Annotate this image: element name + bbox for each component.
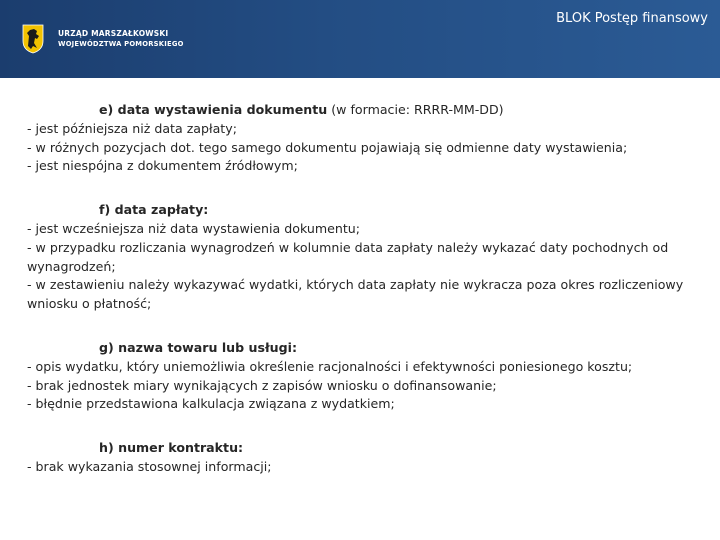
section-heading-bold: h) numer kontraktu:: [99, 440, 244, 456]
list-item: - błędnie przedstawiona kalkulacja związana z wydatkiem;: [27, 396, 395, 412]
section-heading: [27, 439, 697, 458]
header-bar: [0, 0, 720, 78]
list-item: - w przypadku rozliczania wynagrodzeń w kolumnie data zapłaty należy wykazać daty pochodnych od wynagrodzeń;: [27, 239, 669, 274]
section-contract-number: [27, 439, 697, 477]
block-title: BLOK Postęp finansowy: [556, 11, 708, 26]
list-item: - jest niespójna z dokumentem źródłowym;: [27, 158, 298, 174]
section-heading-bold: e) data wystawienia dokumentu: [99, 102, 328, 117]
list-item: - w zestawieniu należy wykazywać wydatki, których data zapłaty nie wykracza poza okres rozliczeniowy wniosku o płatność;: [27, 277, 684, 312]
org-name-line1: URZĄD MARSZAŁKOWSKI: [58, 29, 169, 38]
list-item: - jest wcześniejsza niż data wystawienia dokumentu;: [27, 220, 360, 236]
section-issue-date: [27, 101, 697, 176]
griffin-coat-of-arms-icon: [22, 24, 44, 54]
section-heading-bold: f) data zapłaty:: [99, 202, 209, 218]
content-body: [27, 101, 697, 502]
list-item: - opis wydatku, który uniemożliwia określenie racjonalności i efektywności poniesionego kosztu;: [27, 358, 633, 374]
section-heading: [27, 339, 697, 358]
list-item: - w różnych pozycjach dot. tego samego dokumentu pojawiają się odmienne daty wystawienia;: [27, 139, 628, 155]
section-heading-note: (w formacie: RRRR-MM-DD): [327, 102, 504, 117]
section-item-name: [27, 339, 697, 414]
list-item: - jest późniejsza niż data zapłaty;: [27, 120, 237, 136]
section-heading: [27, 101, 697, 120]
list-item: - brak jednostek miary wynikających z zapisów wniosku o dofinansowanie;: [27, 377, 497, 393]
org-name-line2: WOJEWÓDZTWA POMORSKIEGO: [58, 40, 184, 48]
organization-name: [58, 28, 184, 50]
section-payment-date: [27, 201, 697, 314]
section-heading: [27, 201, 697, 220]
section-heading-bold: g) nazwa towaru lub usługi:: [99, 339, 297, 355]
list-item: - brak wykazania stosownej informacji;: [27, 458, 272, 474]
